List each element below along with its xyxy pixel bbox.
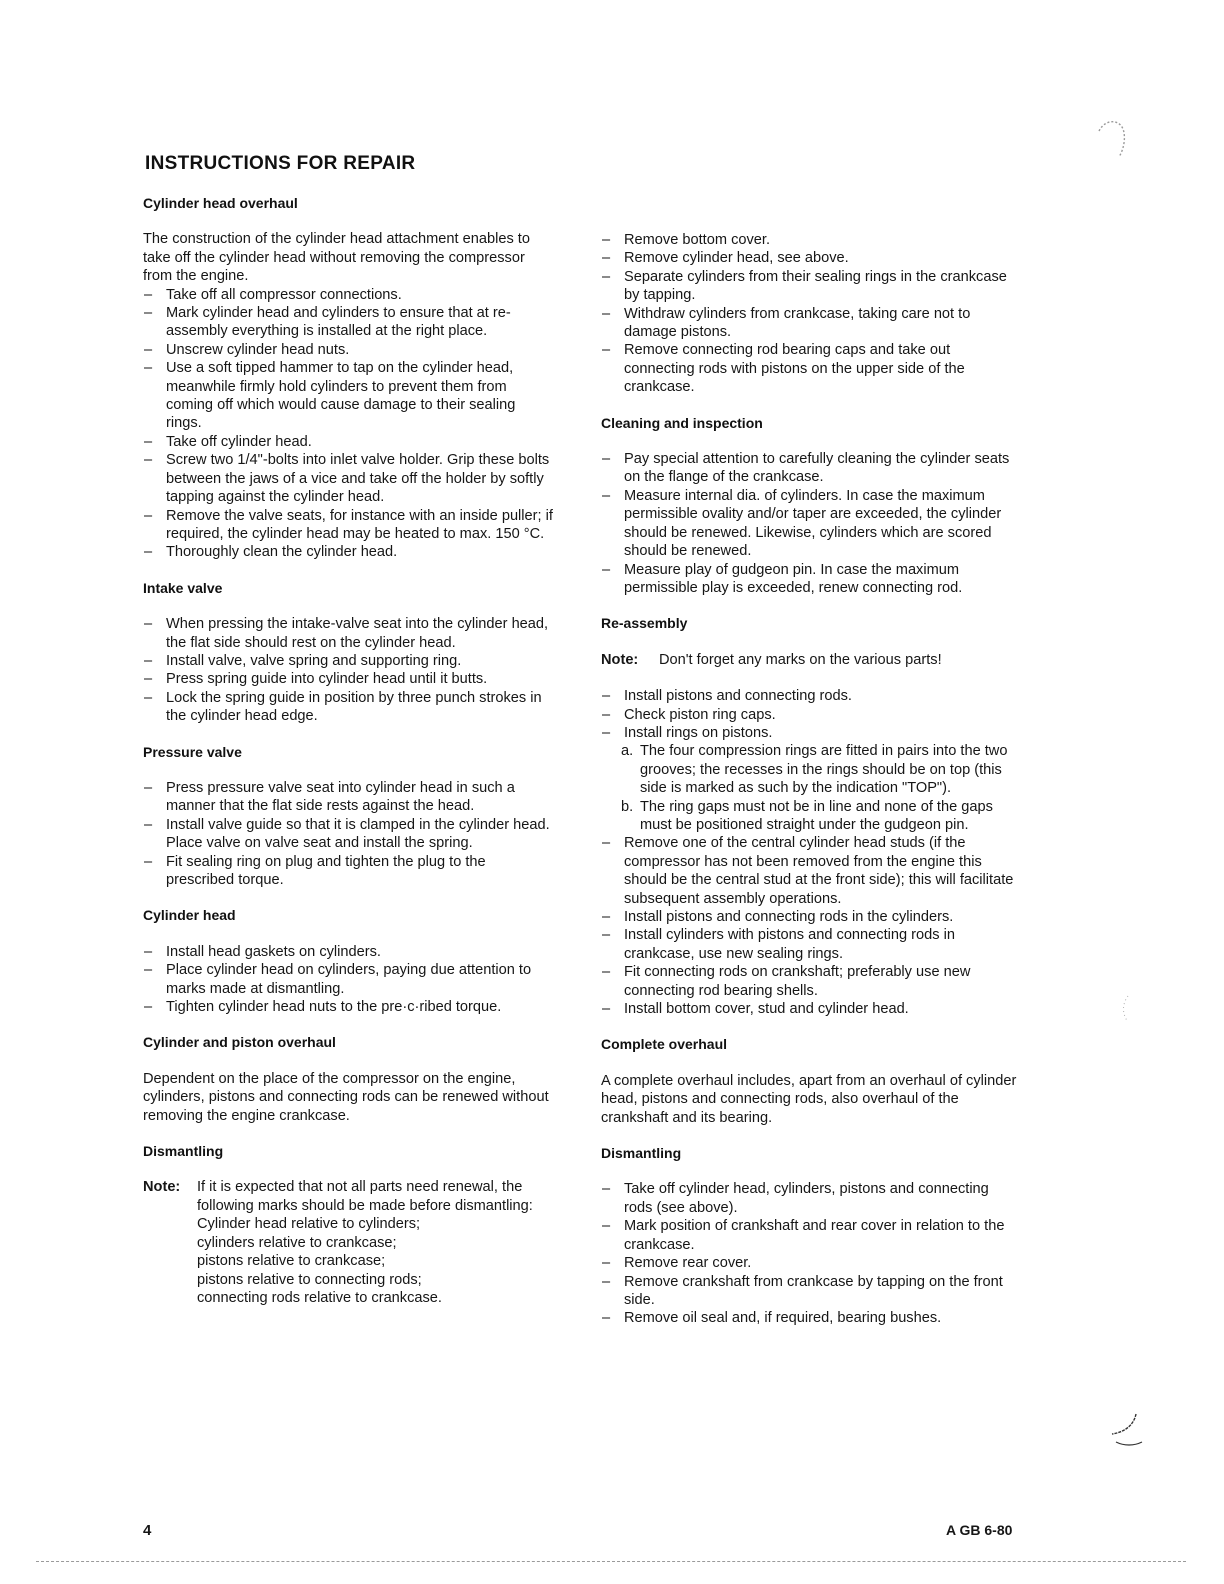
list-item: – Mark position of crankshaft and rear cover in relation to the crankcase. [601, 1217, 1021, 1254]
section-dismantling-crankshaft [601, 1144, 1021, 1328]
sub-list-marker: a. [621, 743, 634, 760]
list-item: – When pressing the intake-valve seat into the cylinder head, the flat side should rest on the cylinder head. [143, 615, 555, 652]
list-item: – Remove oil seal and, if required, bearing bushes. [601, 1309, 1021, 1327]
section-heading: Dismantling [601, 1145, 682, 1162]
section-heading: Pressure valve [143, 743, 242, 760]
section-dismantling [143, 1142, 555, 1307]
intro-paragraph: The construction of the cylinder head attachment enables to take off the cylinder head without removing the compressor from the engine. [143, 231, 530, 285]
list-item: – Mark cylinder head and cylinders to ensure that at re-assembly everything is installed at the right place. [143, 304, 555, 341]
list-item: – Install bottom cover, stud and cylinder head. [601, 1000, 1021, 1018]
list-item: – Thoroughly clean the cylinder head. [143, 543, 555, 561]
list-item: – Place cylinder head on cylinders, paying due attention to marks made at dismantling. [143, 961, 555, 998]
step-list [601, 450, 1021, 597]
list-item: – Separate cylinders from their sealing rings in the crankcase by tapping. [601, 268, 1021, 305]
list-item: – Lock the spring guide in position by three punch strokes in the cylinder head edge. [143, 689, 555, 726]
list-item: – Install pistons and connecting rods in the cylinders. [601, 908, 1021, 926]
binder-hole-mark-top [1093, 115, 1133, 165]
note-label: Note: [143, 1179, 181, 1196]
sub-list-text: The four compression rings are fitted in pairs into the two grooves; the recesses in the rings should be on top (this side is marked as such by the indication "TOP"). [640, 743, 1008, 797]
section-complete-overhaul [601, 1035, 1021, 1127]
section-heading: Complete overhaul [601, 1036, 728, 1053]
section-cylinder-head [143, 906, 555, 1016]
list-item: – Measure internal dia. of cylinders. In case the maximum permissible ovality and/or taper are exceeded, the cylinder should be renewed. Likewise, cylinders which are scored should be renewed. [601, 487, 1021, 561]
section-heading: Dismantling [143, 1143, 224, 1160]
list-item: – Press pressure valve seat into cylinder head in such a manner that the flat side rests against the head. [143, 779, 555, 816]
step-list [143, 286, 555, 562]
list-item: – Install cylinders with pistons and connecting rods in crankcase, use new sealing rings. [601, 926, 1021, 963]
list-item-text: Install rings on pistons. [624, 724, 773, 741]
sub-list-marker: b. [621, 798, 634, 815]
section-intake-valve [143, 579, 555, 726]
page-title: INSTRUCTIONS FOR REPAIR [145, 153, 416, 174]
step-list [601, 687, 1021, 742]
list-item: – Unscrew cylinder head nuts. [143, 341, 555, 359]
list-item: – Remove connecting rod bearing caps and take out connecting rods with pistons on the upper side of the crankcase. [601, 341, 1021, 396]
section-re-assembly [601, 614, 1021, 1018]
step-list [601, 834, 1021, 1018]
note-body [197, 1178, 555, 1307]
step-list [601, 1180, 1021, 1327]
list-item: – Install pistons and connecting rods. [601, 687, 1021, 705]
list-item: – Pay special attention to carefully cleaning the cylinder seats on the flange of the crankcase. [601, 450, 1021, 487]
note-line: connecting rods relative to crankcase. [197, 1289, 442, 1306]
section-cleaning-and-inspection [601, 414, 1021, 598]
section-heading: Re-assembly [601, 615, 688, 632]
left-column [143, 194, 555, 1307]
sub-list-item [621, 798, 1021, 835]
re-assembly-note [601, 651, 1021, 669]
section-heading: Cylinder head [143, 907, 236, 924]
list-item: – Screw two 1/4"-bolts into inlet valve holder. Grip these bolts between the jaws of a vice and take off the holder by softly tapping against the cylinder head. [143, 451, 555, 506]
section-pressure-valve [143, 743, 555, 890]
note-line: cylinders relative to crankcase; [197, 1234, 397, 1251]
section-cylinder-and-piston-overhaul [143, 1033, 555, 1125]
list-item: – Press spring guide into cylinder head until it butts. [143, 670, 555, 688]
note-line: pistons relative to crankcase; [197, 1253, 386, 1270]
step-list [601, 231, 1021, 397]
ring-sub-list [601, 742, 1021, 834]
step-list [143, 779, 555, 889]
right-column [601, 231, 1021, 1328]
section-heading: Cylinder and piston overhaul [143, 1034, 336, 1051]
list-item: – Remove cylinder head, see above. [601, 249, 1021, 267]
section-heading: Cylinder head overhaul [143, 195, 298, 211]
sub-list-item [621, 742, 1021, 797]
body-paragraph: A complete overhaul includes, apart from an overhaul of cylinder head, pistons and connecting rods, also overhaul of the crankshaft and its bearing. [601, 1072, 1017, 1126]
section-heading: Intake valve [143, 579, 223, 596]
list-item: – Remove the valve seats, for instance with an inside puller; if required, the cylinder head may be heated to max. 150 °C. [143, 507, 555, 544]
list-item: – Install valve guide so that it is clamped in the cylinder head. Place valve on valve seat and install the spring. [143, 816, 555, 853]
note-lead: If it is expected that not all parts need renewal, the following marks should be made before dismantling: [197, 1179, 533, 1214]
note-line: Cylinder head relative to cylinders; [197, 1216, 421, 1233]
note-text: Don't forget any marks on the various parts! [659, 651, 942, 668]
list-item: – Tighten cylinder head nuts to the pre·c·ribed torque. [143, 998, 555, 1016]
document-code: A GB 6-80 [946, 1522, 1013, 1538]
list-item: – Remove one of the central cylinder head studs (if the compressor has not been removed from the engine this should be the central stud at the front side); this will facilitate subsequent assembly operations. [601, 834, 1021, 908]
page-number: 4 [143, 1522, 152, 1539]
list-item: – Take off cylinder head, cylinders, pistons and connecting rods (see above). [601, 1180, 1021, 1217]
binder-hole-mark-bottom [1100, 1410, 1150, 1450]
list-item: – Remove bottom cover. [601, 231, 1021, 249]
binder-hole-mark-middle [1108, 990, 1138, 1030]
section-dismantling-continued [601, 231, 1021, 397]
list-item: – Fit connecting rods on crankshaft; preferably use new connecting rod bearing shells. [601, 963, 1021, 1000]
list-item: – Check piston ring caps. [601, 706, 1021, 724]
dismantling-note [143, 1178, 555, 1307]
list-item [601, 724, 1021, 742]
note-line: pistons relative to connecting rods; [197, 1271, 422, 1288]
section-cylinder-head-overhaul [143, 194, 555, 562]
list-item: – Use a soft tipped hammer to tap on the cylinder head, meanwhile firmly hold cylinders to prevent them from coming off which would cause damage to their sealing rings. [143, 359, 555, 433]
list-item: – Fit sealing ring on plug and tighten the plug to the prescribed torque. [143, 853, 555, 890]
step-list [143, 943, 555, 1017]
list-item: – Take off all compressor connections. [143, 286, 555, 304]
scan-border-line [36, 1561, 1186, 1562]
section-heading: Cleaning and inspection [601, 414, 763, 431]
list-item: – Measure play of gudgeon pin. In case the maximum permissible play is exceeded, renew connecting rod. [601, 561, 1021, 598]
body-paragraph: Dependent on the place of the compressor on the engine, cylinders, pistons and connecting rods can be renewed without removing the engine crankcase. [143, 1070, 549, 1124]
step-list [143, 615, 555, 725]
sub-list-text: The ring gaps must not be in line and none of the gaps must be positioned straight under the gudgeon pin. [640, 798, 993, 833]
list-item: – Withdraw cylinders from crankcase, taking care not to damage pistons. [601, 305, 1021, 342]
list-item: – Take off cylinder head. [143, 433, 555, 451]
list-item: – Install head gaskets on cylinders. [143, 943, 555, 961]
note-label: Note: [601, 651, 639, 668]
list-item: – Remove rear cover. [601, 1254, 1021, 1272]
list-item: – Remove crankshaft from crankcase by tapping on the front side. [601, 1273, 1021, 1310]
list-item: – Install valve, valve spring and supporting ring. [143, 652, 555, 670]
